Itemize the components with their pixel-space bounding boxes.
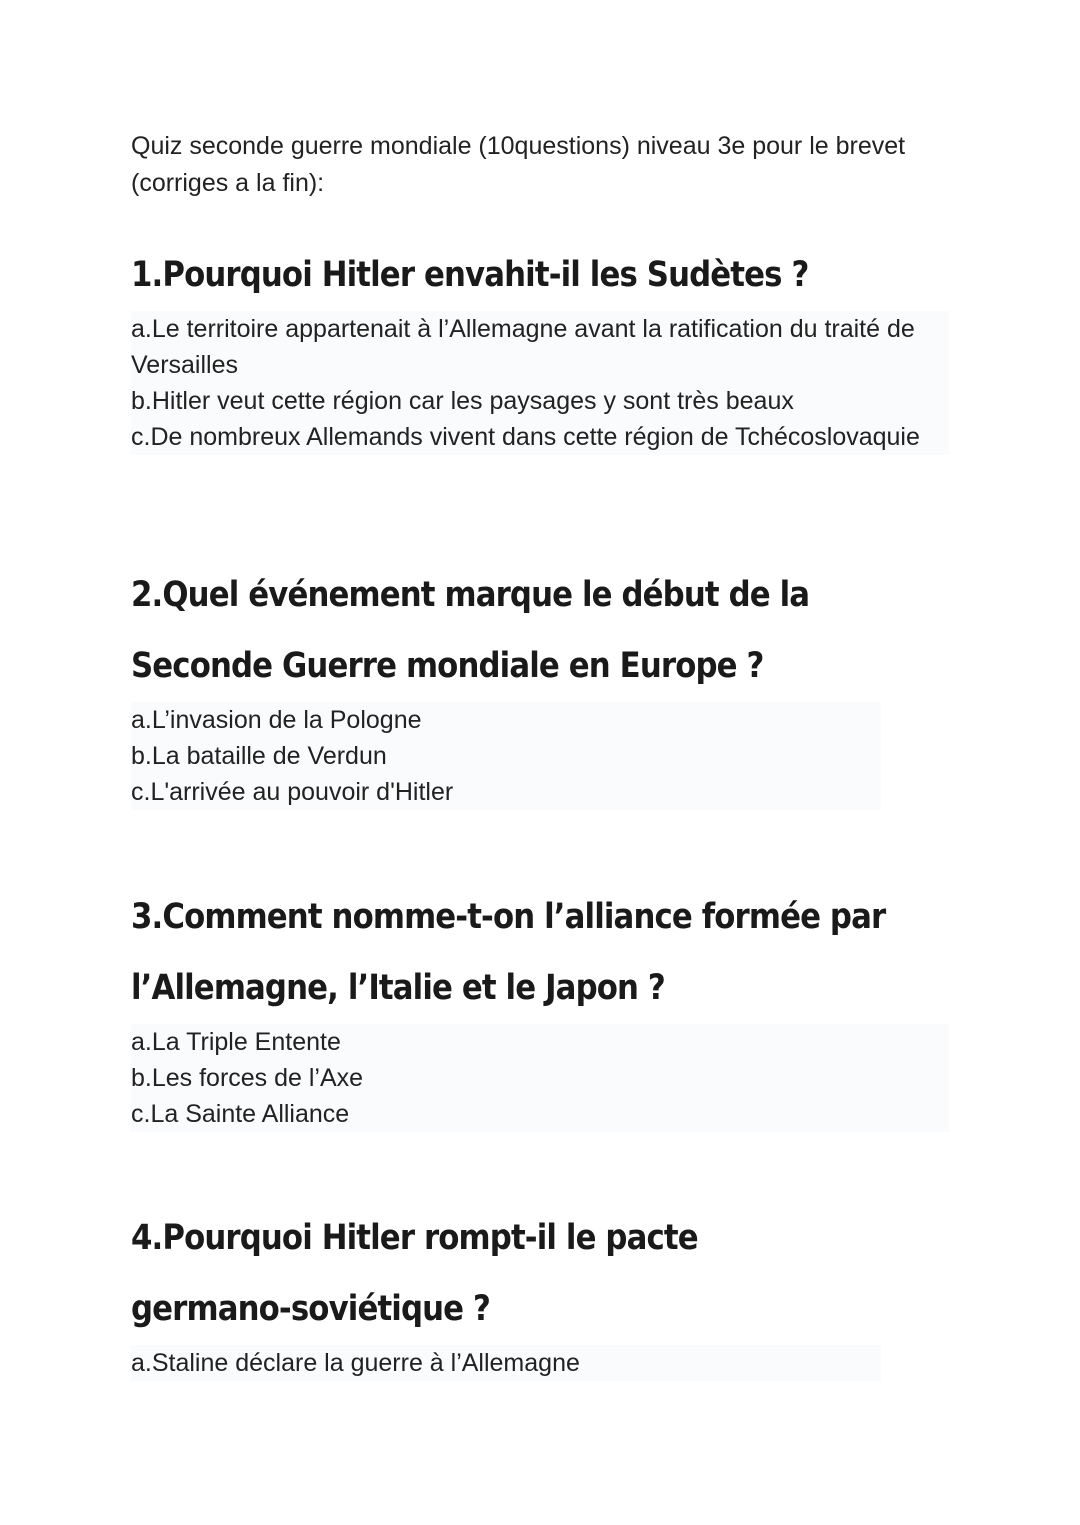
question-1: [131, 240, 951, 455]
question-3-answer-c: c.La Sainte Alliance: [131, 1100, 350, 1128]
intro-text: Quiz seconde guerre mondiale (10questions) niveau 3e pour le brevet (corriges a la fin):: [131, 132, 906, 197]
question-4-answers: [131, 1345, 881, 1381]
question-2-title: [131, 560, 888, 702]
question-4-title: [131, 1203, 888, 1345]
question-1-answer-c: c.De nombreux Allemands vivent dans cette région de Tchécoslovaquie: [131, 423, 920, 451]
question-2-title-line-1: 2.Quel événement marque le début de la: [131, 575, 810, 615]
question-2-answer-c: c.L'arrivée au pouvoir d'Hitler: [131, 778, 454, 806]
question-1-answer-a: a.Le territoire appartenait à l’Allemagne avant la ratification du traité de Versailles: [131, 315, 915, 379]
question-2-answers: [131, 702, 881, 810]
question-1-title: [131, 240, 888, 311]
question-1-title-line-1: 1.Pourquoi Hitler envahit-il les Sudètes ?: [131, 255, 809, 295]
question-3-title-line-1: 3.Comment nomme-t-on l’alliance formée par: [131, 897, 886, 937]
question-3-answers: [131, 1024, 949, 1132]
question-4-title-line-2: germano-soviétique ?: [131, 1289, 491, 1329]
question-3-title: [131, 882, 888, 1024]
question-1-answers: [131, 311, 949, 455]
question-3-answer-b: b.Les forces de l’Axe: [131, 1064, 364, 1092]
question-4: [131, 1203, 881, 1381]
question-3: [131, 882, 951, 1132]
question-2: [131, 560, 881, 810]
document-page: [131, 128, 951, 1377]
question-2-title-line-2: Seconde Guerre mondiale en Europe ?: [131, 646, 764, 686]
question-4-answer-a: a.Staline déclare la guerre à l’Allemagne: [131, 1349, 580, 1377]
question-3-answer-a: a.La Triple Entente: [131, 1028, 341, 1056]
question-4-title-line-1: 4.Pourquoi Hitler rompt-il le pacte: [131, 1218, 698, 1258]
question-2-answer-b: b.La bataille de Verdun: [131, 742, 387, 770]
question-3-title-line-2: l’Allemagne, l’Italie et le Japon ?: [131, 968, 665, 1008]
question-2-answer-a: a.L’invasion de la Pologne: [131, 706, 422, 734]
question-1-answer-b: b.Hitler veut cette région car les paysages y sont très beaux: [131, 387, 794, 415]
